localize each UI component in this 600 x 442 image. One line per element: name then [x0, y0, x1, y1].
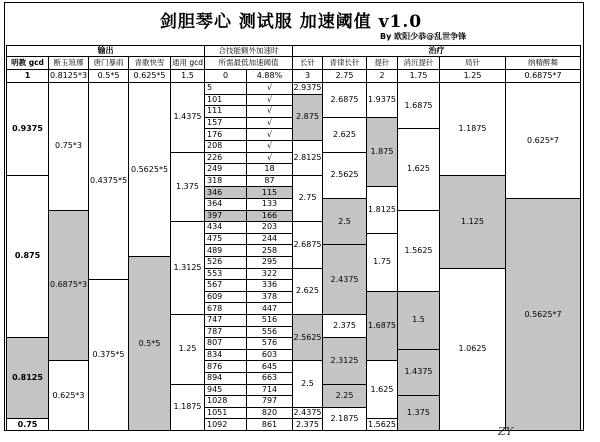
hit-value-cell: 434: [204, 221, 247, 234]
column-header-mingjiao-gcd: 明教 gcd: [6, 56, 49, 70]
juzhen-value-cell: 1.0625: [439, 268, 506, 431]
base-value-cell: 0.6875*7: [505, 69, 581, 83]
xiaochen-value-cell: 1.4375: [397, 349, 440, 396]
duanyu-value-cell: 0.6875*3: [48, 210, 89, 362]
qinglv-value-cell: 2.1875: [322, 407, 367, 431]
base-value-cell: 3: [292, 69, 323, 83]
extra-haste-cell: 115: [246, 186, 293, 199]
extra-haste-cell: 295: [246, 256, 293, 269]
hit-value-cell: 894: [204, 372, 247, 385]
base-value-cell: 1.25: [439, 69, 506, 83]
changzhen-value-cell: 2.625: [292, 268, 323, 315]
extra-haste-cell: 166: [246, 210, 293, 223]
extra-haste-cell: √: [246, 82, 293, 95]
hit-value-cell: 609: [204, 291, 247, 304]
mingjiao-value-cell: 0.8125: [6, 337, 49, 419]
qinglv-value-cell: 2.4375: [322, 244, 367, 315]
tongyong-value-cell: 1.375: [170, 152, 205, 223]
base-value-cell: 4.88%: [246, 69, 293, 83]
author-credit: By 欧阳少恭@乱世争锋: [380, 32, 467, 41]
hit-value-cell: 364: [204, 198, 247, 211]
tizhen-value-cell: 1.8125: [366, 186, 398, 233]
xiaochen-value-cell: 1.5625: [397, 210, 440, 292]
hit-value-cell: 1028: [204, 395, 247, 408]
xiaochen-value-cell: 1.6875: [397, 82, 440, 129]
hit-value-cell: 876: [204, 360, 247, 373]
extra-haste-cell: √: [246, 140, 293, 153]
hit-value-cell: 834: [204, 349, 247, 362]
najing-value-cell: 0.625*7: [505, 82, 581, 199]
column-header-xiaochen: 消沉提针: [397, 56, 440, 70]
hit-value-cell: 1051: [204, 407, 247, 420]
hit-value-cell: 475: [204, 233, 247, 246]
changzhen-value-cell: 2.5: [292, 360, 323, 407]
extra-haste-cell: √: [246, 128, 293, 141]
base-value-cell: 2.75: [322, 69, 367, 83]
extra-haste-cell: 820: [246, 407, 293, 420]
qinglv-value-cell: 2.3125: [322, 337, 367, 384]
group-header-output: 输出: [6, 45, 205, 57]
changzhen-value-cell: 2.875: [292, 94, 323, 141]
column-header-qinglv: 青律长针: [322, 56, 367, 70]
hit-value-cell: 176: [204, 128, 247, 141]
column-header-duanyu: 断玉琅琊: [48, 56, 89, 70]
hit-value-cell: 787: [204, 326, 247, 339]
base-value-cell: 2: [366, 69, 398, 83]
group-header-healing: 治疗: [292, 45, 581, 57]
base-value-cell: 1.75: [397, 69, 440, 83]
tongyong-value-cell: 1.3125: [170, 221, 205, 315]
juzhen-value-cell: 1.1875: [439, 82, 506, 176]
signature: ZY: [498, 425, 513, 438]
column-header-tizhen: 提针: [366, 56, 398, 70]
changzhen-value-cell: 2.8125: [292, 140, 323, 176]
hit-header-line1: 合技能额外加速时: [204, 45, 293, 57]
qinglv-value-cell: 2.6875: [322, 82, 367, 118]
duanyu-value-cell: 0.625*3: [48, 360, 89, 431]
changzhen-value-cell: 2.5625: [292, 314, 323, 361]
qinglv-value-cell: 2.625: [322, 117, 367, 153]
hit-value-cell: 226: [204, 152, 247, 165]
tizhen-value-cell: 1.75: [366, 233, 398, 292]
duanyu-value-cell: 0.75*3: [48, 82, 89, 211]
extra-haste-cell: 556: [246, 326, 293, 339]
extra-haste-cell: 378: [246, 291, 293, 304]
base-value-cell: 0.8125*3: [48, 69, 89, 83]
mingjiao-value-cell: 0.9375: [6, 82, 49, 176]
qinglv-value-cell: 2.375: [322, 314, 367, 338]
column-header-changzhen: 长针: [292, 56, 323, 70]
column-header-tangmen: 唐门暴雨: [88, 56, 129, 70]
changzhen-value-cell: 2.375: [292, 418, 323, 431]
najing-value-cell: 0.5625*7: [505, 198, 581, 431]
tizhen-value-cell: 1.5625: [366, 418, 398, 431]
extra-haste-cell: 447: [246, 302, 293, 315]
changzhen-value-cell: 2.75: [292, 175, 323, 222]
hit-value-cell: 747: [204, 314, 247, 327]
qinglv-value-cell: 2.25: [322, 384, 367, 408]
extra-haste-cell: 133: [246, 198, 293, 211]
juzhen-value-cell: 1.125: [439, 175, 506, 269]
tizhen-value-cell: 1.625: [366, 360, 398, 419]
extra-haste-cell: 322: [246, 268, 293, 281]
extra-haste-cell: 861: [246, 418, 293, 431]
hit-value-cell: 208: [204, 140, 247, 153]
xiaochen-value-cell: 1.375: [397, 395, 440, 431]
column-header-najing: 纳精醉舞: [505, 56, 581, 70]
hit-value-cell: 249: [204, 163, 247, 176]
document-title: 剑胆琴心 测试服 加速阈值 v1.0: [159, 11, 423, 32]
extra-haste-cell: √: [246, 105, 293, 118]
extra-haste-cell: 603: [246, 349, 293, 362]
hit-value-cell: 553: [204, 268, 247, 281]
qinglv-value-cell: 2.5625: [322, 152, 367, 199]
qingge-value-cell: 0.5*5: [128, 256, 171, 431]
hit-value-cell: 111: [204, 105, 247, 118]
extra-haste-cell: 645: [246, 360, 293, 373]
hit-value-cell: 397: [204, 210, 247, 223]
extra-haste-cell: 258: [246, 244, 293, 257]
extra-haste-cell: 797: [246, 395, 293, 408]
hit-value-cell: 101: [204, 94, 247, 107]
tongyong-value-cell: 1.4375: [170, 82, 205, 153]
hit-value-cell: 5: [204, 82, 247, 95]
base-value-cell: 1: [6, 69, 49, 83]
column-header-tongyong-gcd: 通用 gcd: [170, 56, 205, 70]
hit-value-cell: 678: [204, 302, 247, 315]
qingge-value-cell: 0.5625*5: [128, 82, 171, 257]
extra-haste-cell: 714: [246, 384, 293, 397]
extra-haste-cell: 244: [246, 233, 293, 246]
tizhen-value-cell: 1.9375: [366, 82, 398, 118]
hit-value-cell: 526: [204, 256, 247, 269]
tangmen-value-cell: 0.4375*5: [88, 82, 129, 280]
mingjiao-value-cell: 0.875: [6, 175, 49, 338]
tizhen-value-cell: 1.875: [366, 117, 398, 188]
column-header-qingge: 青歌快雪: [128, 56, 171, 70]
base-value-cell: 0.5*5: [88, 69, 129, 83]
extra-haste-cell: 87: [246, 175, 293, 188]
extra-haste-cell: √: [246, 117, 293, 130]
hit-value-cell: 1092: [204, 418, 247, 431]
extra-haste-cell: √: [246, 152, 293, 165]
base-value-cell: 1.5: [170, 69, 205, 83]
changzhen-value-cell: 2.6875: [292, 221, 323, 268]
tongyong-value-cell: 1.25: [170, 314, 205, 385]
extra-haste-cell: 663: [246, 372, 293, 385]
tizhen-value-cell: 1.6875: [366, 291, 398, 362]
extra-haste-cell: 576: [246, 337, 293, 350]
hit-value-cell: 346: [204, 186, 247, 199]
column-header-juzhen: 局针: [439, 56, 506, 70]
qinglv-value-cell: 2.5: [322, 198, 367, 245]
tangmen-value-cell: 0.375*5: [88, 279, 129, 431]
hit-value-cell: 157: [204, 117, 247, 130]
base-value-cell: 0: [204, 69, 247, 83]
base-value-cell: 0.625*5: [128, 69, 171, 83]
changzhen-value-cell: 2.9375: [292, 82, 323, 95]
hit-value-cell: 567: [204, 279, 247, 292]
hit-header-line2: 所需最低加速阈值: [204, 56, 293, 70]
hit-value-cell: 807: [204, 337, 247, 350]
extra-haste-cell: 516: [246, 314, 293, 327]
extra-haste-cell: 336: [246, 279, 293, 292]
changzhen-value-cell: 2.4375: [292, 407, 323, 420]
hit-value-cell: 945: [204, 384, 247, 397]
xiaochen-value-cell: 1.5: [397, 291, 440, 350]
tongyong-value-cell: 1.1875: [170, 384, 205, 431]
hit-value-cell: 489: [204, 244, 247, 257]
extra-haste-cell: √: [246, 94, 293, 107]
mingjiao-value-cell: 0.75: [6, 418, 49, 431]
extra-haste-cell: 18: [246, 163, 293, 176]
extra-haste-cell: 203: [246, 221, 293, 234]
hit-value-cell: 318: [204, 175, 247, 188]
xiaochen-value-cell: 1.625: [397, 128, 440, 210]
